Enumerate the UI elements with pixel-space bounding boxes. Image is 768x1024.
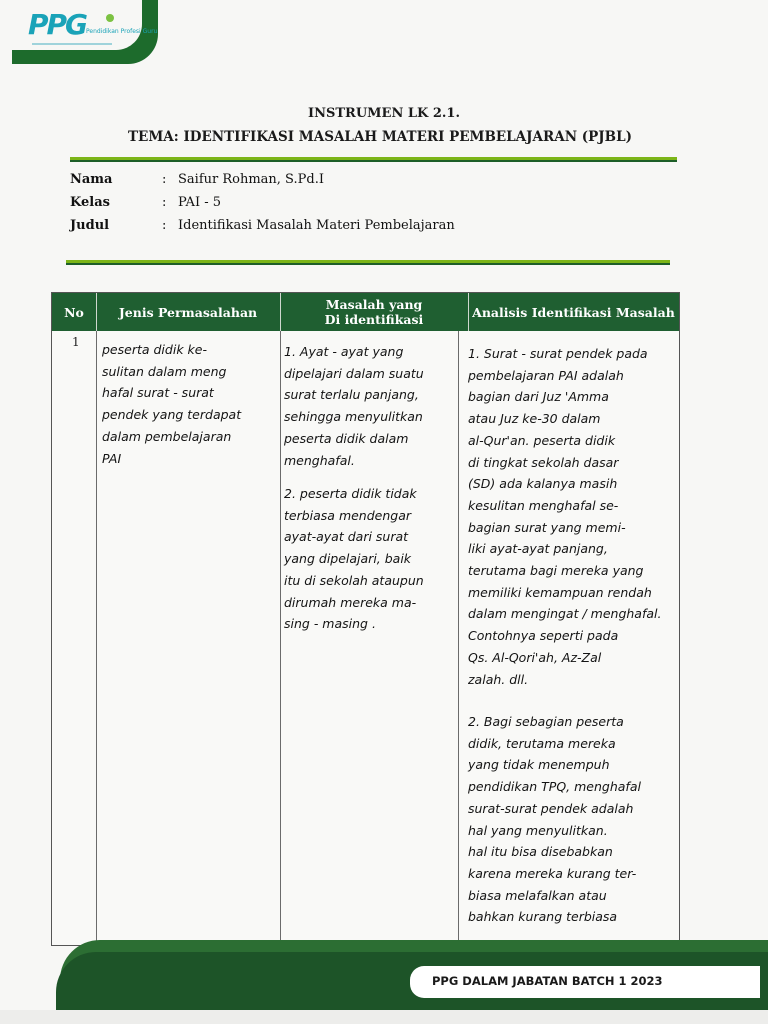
handwritten-line: dalam mengingat / menghafal. bbox=[468, 606, 662, 622]
header-analisis: Analisis Identifikasi Masalah bbox=[472, 304, 675, 320]
handwritten-line: al-Qur'an. peserta didik bbox=[468, 432, 616, 448]
handwritten-line: hal yang menyulitkan. bbox=[468, 822, 608, 838]
column-divider bbox=[280, 331, 281, 945]
handwritten-line: 2. peserta didik tidak bbox=[284, 486, 417, 501]
handwritten-line: pendidikan TPQ, menghafal bbox=[468, 779, 641, 795]
header-divider bbox=[96, 293, 97, 331]
handwritten-line: Qs. Al-Qori'ah, Az-Zal bbox=[468, 649, 602, 665]
handwritten-line: 1. Surat - surat pendek pada bbox=[468, 346, 648, 361]
handwritten-line: peserta didik ke- bbox=[102, 342, 207, 357]
handwritten-line: biasa melafalkan atau bbox=[468, 887, 607, 903]
title-rule bbox=[70, 157, 677, 160]
handwritten-line: zalah. dll. bbox=[468, 671, 529, 687]
column-divider bbox=[458, 331, 459, 945]
handwritten-line: terutama bagi mereka yang bbox=[468, 563, 644, 579]
row-number: 1 bbox=[72, 335, 80, 349]
handwritten-line: kesulitan menghafal se- bbox=[468, 497, 619, 513]
handwritten-line: sing - masing . bbox=[284, 616, 376, 632]
info-label: Kelas bbox=[70, 195, 110, 210]
handwritten-line: surat terlalu panjang, bbox=[284, 387, 419, 403]
handwritten-line: dirumah mereka ma- bbox=[284, 594, 417, 610]
header-divider bbox=[280, 293, 281, 331]
handwritten-line: atau Juz ke-30 dalam bbox=[468, 411, 601, 427]
handwritten-line: sehingga menyulitkan bbox=[284, 409, 423, 425]
cell-analisis-point-2 bbox=[468, 711, 641, 928]
handwritten-line: di tingkat sekolah dasar bbox=[468, 454, 619, 470]
handwritten-line: sulitan dalam meng bbox=[102, 363, 227, 379]
header-divider bbox=[468, 293, 469, 331]
handwritten-line: Contohnya seperti pada bbox=[468, 628, 619, 644]
footer-label: PPG DALAM JABATAN BATCH 1 2023 bbox=[432, 974, 663, 988]
handwritten-line: 2. Bagi sebagian peserta bbox=[468, 714, 624, 729]
handwritten-line: itu di sekolah ataupun bbox=[284, 572, 424, 588]
column-divider bbox=[96, 331, 97, 945]
handwritten-line: hal itu bisa disebabkan bbox=[468, 844, 613, 860]
info-colon: : bbox=[162, 218, 167, 233]
handwritten-line: bahkan kurang terbiasa bbox=[468, 909, 618, 925]
handwritten-line: peserta didik dalam bbox=[284, 430, 409, 446]
handwritten-line: menghafal. bbox=[284, 452, 355, 468]
logo-mark: PPG bbox=[28, 8, 87, 41]
handwritten-line: memiliki kemampuan rendah bbox=[468, 584, 652, 600]
info-colon: : bbox=[162, 172, 167, 187]
header-masalah-line2: Di identifikasi bbox=[324, 312, 424, 327]
handwritten-line: bagian dari Juz 'Amma bbox=[468, 389, 609, 405]
header-masalah-line1: Masalah yang bbox=[325, 297, 423, 312]
header-masalah bbox=[280, 293, 468, 331]
handwritten-line: dalam pembelajaran bbox=[102, 428, 232, 444]
handwritten-line: terbiasa mendengar bbox=[284, 507, 412, 523]
handwritten-line: PAI bbox=[102, 450, 122, 466]
handwritten-line: 1. Ayat - ayat yang bbox=[284, 344, 404, 359]
handwritten-line: surat-surat pendek adalah bbox=[468, 800, 634, 816]
page-bottom-strip bbox=[0, 1010, 768, 1024]
handwritten-line: didik, terutama mereka bbox=[468, 735, 616, 751]
handwritten-line: yang tidak menempuh bbox=[468, 757, 610, 773]
problem-table bbox=[51, 292, 680, 946]
title-rule-shadow bbox=[70, 160, 677, 162]
info-colon: : bbox=[162, 195, 167, 210]
info-label: Nama bbox=[70, 172, 113, 187]
info-label: Judul bbox=[70, 218, 110, 233]
info-rule bbox=[66, 260, 670, 263]
document-theme: TEMA: IDENTIFIKASI MASALAH MATERI PEMBELAJARAN (PJBL) bbox=[128, 129, 632, 145]
cell-jenis-permasalahan bbox=[102, 339, 241, 469]
handwritten-line: hafal surat - surat bbox=[102, 385, 214, 401]
cell-analisis-point-1 bbox=[468, 343, 661, 690]
handwritten-line: pembelajaran PAI adalah bbox=[468, 367, 624, 383]
info-value: PAI - 5 bbox=[178, 195, 222, 210]
handwritten-line: karena mereka kurang ter- bbox=[468, 865, 637, 881]
handwritten-line: dipelajari dalam suatu bbox=[284, 365, 424, 381]
info-rule-shadow bbox=[66, 263, 670, 265]
handwritten-line: bagian surat yang memi- bbox=[468, 519, 626, 535]
handwritten-line: pendek yang terdapat bbox=[102, 407, 242, 423]
header-no: No bbox=[64, 304, 84, 320]
handwritten-line: (SD) ada kalanya masih bbox=[468, 476, 618, 492]
ppg-logo bbox=[28, 8, 158, 52]
logo-dot-icon bbox=[106, 14, 114, 22]
handwritten-line: yang dipelajari, baik bbox=[284, 551, 412, 567]
document-title: INSTRUMEN LK 2.1. bbox=[308, 106, 460, 121]
logo-underline bbox=[32, 43, 112, 45]
info-value: Identifikasi Masalah Materi Pembelajaran bbox=[178, 218, 455, 233]
header-jenis: Jenis Permasalahan bbox=[118, 304, 258, 320]
handwritten-line: liki ayat-ayat panjang, bbox=[468, 541, 608, 557]
handwritten-line: ayat-ayat dari surat bbox=[284, 529, 409, 545]
cell-masalah-point-1 bbox=[284, 341, 424, 471]
info-value: Saifur Rohman, S.Pd.I bbox=[178, 172, 324, 187]
logo-tagline: Pendidikan Profesi Guru bbox=[86, 28, 158, 35]
cell-masalah-point-2 bbox=[284, 483, 424, 635]
